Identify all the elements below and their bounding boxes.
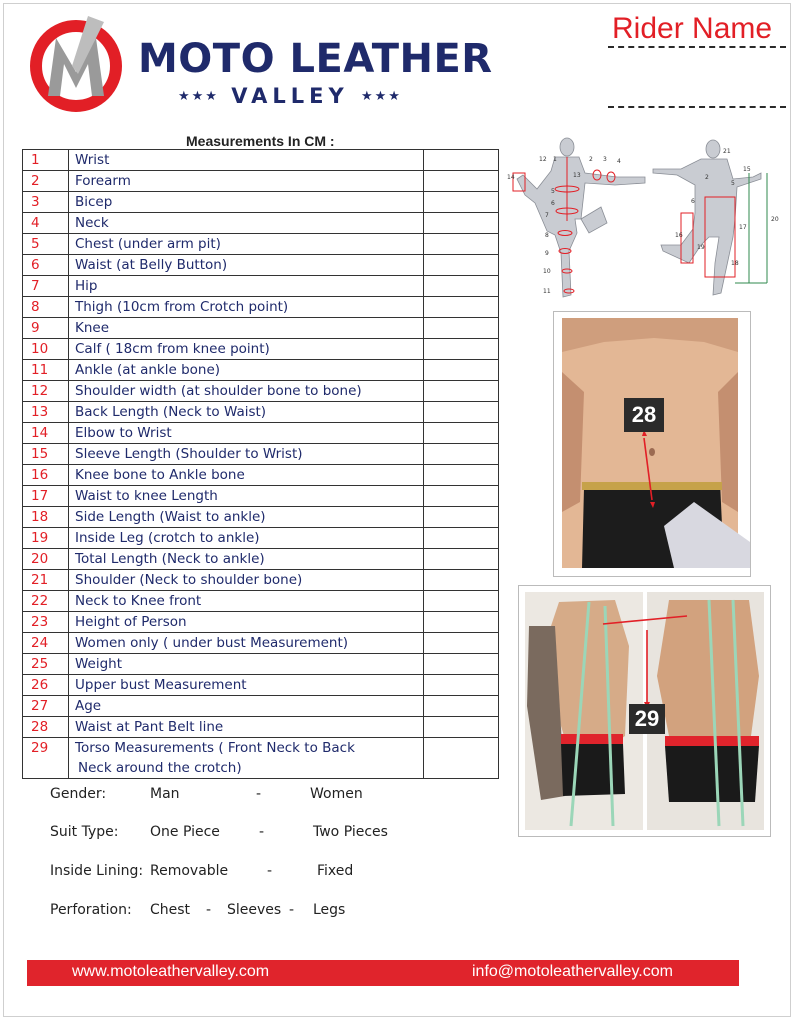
rider-name-line-2[interactable]	[608, 106, 786, 108]
row-label: Neck to Knee front	[69, 591, 424, 612]
row-label: Age	[69, 696, 424, 717]
rider-name-label: Rider Name	[612, 12, 773, 45]
measurement-value-field[interactable]	[424, 717, 499, 738]
gender-women-option[interactable]: Women	[310, 786, 363, 802]
row-number: 11	[23, 360, 69, 381]
table-row	[23, 612, 499, 633]
row-number: 25	[23, 654, 69, 675]
measurement-value-field[interactable]	[424, 612, 499, 633]
row-label: Wrist	[69, 150, 424, 171]
brand-subtitle	[178, 84, 402, 108]
waist-measurement-photo	[553, 311, 751, 577]
diagram-label: 3	[603, 156, 607, 163]
row-number: 26	[23, 675, 69, 696]
measurement-value-field[interactable]	[424, 213, 499, 234]
perforation-separator-2: -	[289, 902, 295, 918]
diagram-label: 12	[539, 156, 547, 163]
table-row	[23, 675, 499, 696]
measurement-value-field[interactable]	[424, 255, 499, 276]
diagram-label: 16	[675, 232, 683, 239]
row-label-line-2: Neck around the crotch)	[78, 760, 242, 776]
measurement-value-field[interactable]	[424, 423, 499, 444]
diagram-label: 17	[739, 224, 747, 231]
table-row	[23, 213, 499, 234]
diagram-label: 14	[507, 174, 515, 181]
table-row	[23, 276, 499, 297]
row-label: Ankle (at ankle bone)	[69, 360, 424, 381]
row-number: 24	[23, 633, 69, 654]
row-number: 20	[23, 549, 69, 570]
row-label: Side Length (Waist to ankle)	[69, 507, 424, 528]
diagram-label: 8	[545, 232, 549, 239]
table-row	[23, 465, 499, 486]
measurement-value-field[interactable]	[424, 570, 499, 591]
row-number: 6	[23, 255, 69, 276]
row-label: Weight	[69, 654, 424, 675]
table-row	[23, 402, 499, 423]
table-row	[23, 381, 499, 402]
diagram-label: 18	[731, 260, 739, 267]
body-measurement-diagram	[505, 133, 787, 305]
measurement-value-field[interactable]	[424, 402, 499, 423]
front-figure-icon	[653, 140, 761, 295]
suit-two-pieces-option[interactable]: Two Pieces	[313, 824, 388, 840]
measurement-value-field[interactable]	[424, 696, 499, 717]
row-number: 1	[23, 150, 69, 171]
row-label: Thigh (10cm from Crotch point)	[69, 297, 424, 318]
perforation-separator-1: -	[206, 902, 212, 918]
row-number: 14	[23, 423, 69, 444]
row-number: 12	[23, 381, 69, 402]
table-row	[23, 297, 499, 318]
measurement-value-field[interactable]	[424, 318, 499, 339]
row-label	[69, 738, 424, 779]
table-row	[23, 717, 499, 738]
diagram-label: 6	[691, 198, 695, 205]
rider-name-line[interactable]	[608, 46, 786, 48]
measurement-value-field[interactable]	[424, 528, 499, 549]
measurement-value-field[interactable]	[424, 150, 499, 171]
row-number: 15	[23, 444, 69, 465]
row-label: Height of Person	[69, 612, 424, 633]
measurement-value-field[interactable]	[424, 276, 499, 297]
diagram-label: 1	[553, 156, 557, 163]
row-label: Inside Leg (crotch to ankle)	[69, 528, 424, 549]
measurement-value-field[interactable]	[424, 192, 499, 213]
torso-front-photo-icon	[554, 312, 750, 576]
lining-removable-option[interactable]: Removable	[150, 863, 229, 879]
stars-left-icon: ★★★	[178, 89, 219, 104]
row-number: 7	[23, 276, 69, 297]
table-row	[23, 150, 499, 171]
row-number: 17	[23, 486, 69, 507]
torso-measurement-photo	[518, 585, 771, 837]
footer-website-link[interactable]: www.motoleathervalley.com	[72, 963, 270, 980]
measurement-value-field[interactable]	[424, 633, 499, 654]
row-label: Total Length (Neck to ankle)	[69, 549, 424, 570]
diagram-label: 4	[617, 158, 621, 165]
row-label: Calf ( 18cm from knee point)	[69, 339, 424, 360]
row-label-line-1: Torso Measurements ( Front Neck to Back	[75, 740, 355, 756]
suit-type-separator: -	[259, 824, 265, 840]
table-title: Measurements In CM :	[186, 133, 335, 149]
row-number: 5	[23, 234, 69, 255]
row-label: Chest (under arm pit)	[69, 234, 424, 255]
photo-number-badge: 28	[624, 398, 664, 432]
table-row	[23, 444, 499, 465]
table-row	[23, 255, 499, 276]
row-number: 10	[23, 339, 69, 360]
diagram-label: 20	[771, 216, 779, 223]
row-number: 13	[23, 402, 69, 423]
table-row	[23, 528, 499, 549]
table-row	[23, 234, 499, 255]
diagram-label: 7	[545, 212, 549, 219]
measurement-value-field[interactable]	[424, 297, 499, 318]
row-label: Sleeve Length (Shoulder to Wrist)	[69, 444, 424, 465]
diagram-label: 11	[543, 288, 551, 295]
row-label: Forearm	[69, 171, 424, 192]
row-label: Neck	[69, 213, 424, 234]
row-number: 21	[23, 570, 69, 591]
row-label: Bicep	[69, 192, 424, 213]
measurement-value-field[interactable]	[424, 654, 499, 675]
measurement-value-field[interactable]	[424, 507, 499, 528]
perforation-label: Perforation:	[50, 902, 132, 918]
measurements-table	[22, 149, 499, 779]
measurement-value-field[interactable]	[424, 549, 499, 570]
measurement-value-field[interactable]	[424, 444, 499, 465]
photo-number-badge: 29	[629, 704, 665, 734]
table-row	[23, 570, 499, 591]
measurement-value-field[interactable]	[424, 339, 499, 360]
row-number: 16	[23, 465, 69, 486]
brand-subtitle-text: VALLEY	[231, 84, 349, 108]
measurement-value-field[interactable]	[424, 486, 499, 507]
table-row	[23, 339, 499, 360]
gender-man-option[interactable]: Man	[150, 786, 180, 802]
row-label: Back Length (Neck to Waist)	[69, 402, 424, 423]
measurement-value-field[interactable]	[424, 591, 499, 612]
table-row	[23, 486, 499, 507]
diagram-label: 2	[589, 156, 593, 163]
row-number: 3	[23, 192, 69, 213]
brand-logo-icon	[26, 8, 126, 114]
diagram-label: 21	[723, 148, 731, 155]
measurement-value-field[interactable]	[424, 675, 499, 696]
footer-email-link[interactable]: info@motoleathervalley.com	[472, 963, 673, 980]
table-row	[23, 633, 499, 654]
row-number: 9	[23, 318, 69, 339]
table-row	[23, 738, 499, 779]
table-row	[23, 591, 499, 612]
suit-type-label: Suit Type:	[50, 824, 119, 840]
back-figure-icon	[517, 138, 645, 297]
row-label: Women only ( under bust Measurement)	[69, 633, 424, 654]
table-row	[23, 507, 499, 528]
lining-label: Inside Lining:	[50, 863, 144, 879]
diagram-label: 10	[543, 268, 551, 275]
diagram-label: 15	[743, 166, 751, 173]
lining-separator: -	[267, 863, 273, 879]
perforation-legs-option[interactable]: Legs	[313, 902, 346, 918]
brand-name: MOTO LEATHER	[138, 36, 493, 82]
lining-fixed-option[interactable]: Fixed	[317, 863, 354, 879]
row-number: 8	[23, 297, 69, 318]
table-row	[23, 171, 499, 192]
diagram-label: 5	[731, 180, 735, 187]
row-label: Upper bust Measurement	[69, 675, 424, 696]
row-label: Hip	[69, 276, 424, 297]
measurement-value-field[interactable]	[424, 381, 499, 402]
measurement-value-field[interactable]	[424, 234, 499, 255]
row-label: Knee	[69, 318, 424, 339]
perforation-sleeves-option[interactable]: Sleeves	[227, 902, 282, 918]
row-label: Waist at Pant Belt line	[69, 717, 424, 738]
row-number: 4	[23, 213, 69, 234]
row-number: 28	[23, 717, 69, 738]
diagram-label: 19	[697, 244, 705, 251]
stars-right-icon: ★★★	[361, 89, 402, 104]
table-row	[23, 192, 499, 213]
gender-label: Gender:	[50, 786, 107, 802]
diagram-label: 6	[551, 200, 555, 207]
table-row	[23, 549, 499, 570]
measurement-value-field[interactable]	[424, 738, 499, 779]
row-label: Waist to knee Length	[69, 486, 424, 507]
row-label: Elbow to Wrist	[69, 423, 424, 444]
row-label: Shoulder (Neck to shoulder bone)	[69, 570, 424, 591]
table-row	[23, 423, 499, 444]
diagram-label: 13	[573, 172, 581, 179]
row-label: Knee bone to Ankle bone	[69, 465, 424, 486]
perforation-chest-option[interactable]: Chest	[150, 902, 191, 918]
row-number: 23	[23, 612, 69, 633]
measurement-value-field[interactable]	[424, 360, 499, 381]
row-number: 2	[23, 171, 69, 192]
table-row	[23, 654, 499, 675]
measurement-value-field[interactable]	[424, 465, 499, 486]
row-label: Shoulder width (at shoulder bone to bone)	[69, 381, 424, 402]
table-row	[23, 696, 499, 717]
row-label: Waist (at Belly Button)	[69, 255, 424, 276]
diagram-label: 9	[545, 250, 549, 257]
row-number: 27	[23, 696, 69, 717]
diagram-label: 2	[705, 174, 709, 181]
row-number: 19	[23, 528, 69, 549]
row-number: 18	[23, 507, 69, 528]
diagram-label: 5	[551, 188, 555, 195]
gender-separator: -	[256, 786, 262, 802]
row-number: 22	[23, 591, 69, 612]
table-row	[23, 360, 499, 381]
measurement-value-field[interactable]	[424, 171, 499, 192]
row-number: 29	[23, 738, 69, 779]
table-row	[23, 318, 499, 339]
suit-one-piece-option[interactable]: One Piece	[150, 824, 220, 840]
